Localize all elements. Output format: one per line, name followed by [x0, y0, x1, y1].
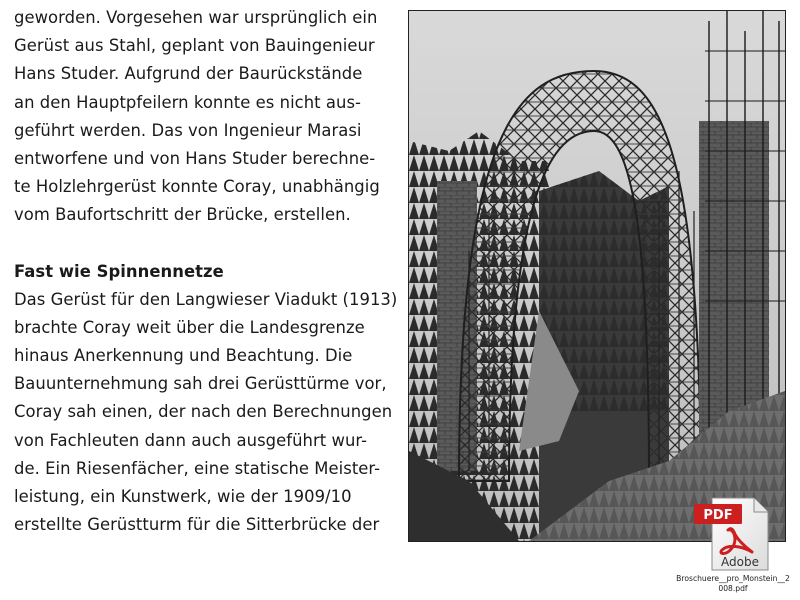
paragraph-line: vom Baufortschritt der Brücke, erstellen.: [14, 205, 351, 225]
pdf-badge-label: PDF: [703, 508, 733, 523]
section-heading: Fast wie Spinnennetze: [14, 261, 224, 281]
paragraph-line: geworden. Vorgesehen war ursprünglich ein: [14, 8, 378, 27]
pdf-brand-label: Adobe: [721, 555, 759, 569]
paragraph-line: hinaus Anerkennung und Beachtung. Die: [14, 346, 353, 366]
pdf-icon: [682, 494, 782, 574]
pdf-filename[interactable]: Broschuere__pro_Monstein__2008.pdf: [676, 574, 790, 593]
paragraph-line: de. Ein Riesenfächer, eine statische Meister-: [14, 458, 381, 478]
article-text: [14, 4, 398, 539]
paragraph-line: brachte Coray weit über die Landesgrenze: [14, 317, 365, 337]
paragraph-line: leistung, ein Kunstwerk, wie der 1909/10: [14, 487, 352, 506]
paragraph-line: Gerüst aus Stahl, geplant von Bauingenieur: [14, 36, 375, 56]
photo-illustration: [409, 11, 785, 541]
paragraph-line: te Holzlehrgerüst konnte Coray, unabhängig: [14, 177, 380, 197]
paragraph-line: entworfene und von Hans Studer berechne-: [14, 148, 376, 168]
paragraph-line: Bauunternehmung sah drei Gerüsttürme vor,: [14, 374, 387, 394]
paragraph-line: Coray sah einen, der nach den Berechnungen: [14, 402, 393, 422]
viaduct-scaffold-photo: [408, 10, 786, 542]
paragraph-line: geführt werden. Das von Ingenieur Marasi: [14, 120, 362, 140]
paragraph-gap: [14, 230, 394, 258]
paragraph-line: Hans Studer. Aufgrund der Baurückstände: [14, 64, 363, 84]
paragraph-line: von Fachleuten dann auch ausgeführt wur-: [14, 430, 368, 450]
paragraph-line: erstellte Gerüstturm für die Sitterbrücke der: [14, 515, 380, 535]
paragraph-line: an den Hauptpfeilern konnte es nicht aus-: [14, 92, 361, 112]
paragraph-line: Das Gerüst für den Langwieser Viadukt (1913): [14, 289, 398, 309]
